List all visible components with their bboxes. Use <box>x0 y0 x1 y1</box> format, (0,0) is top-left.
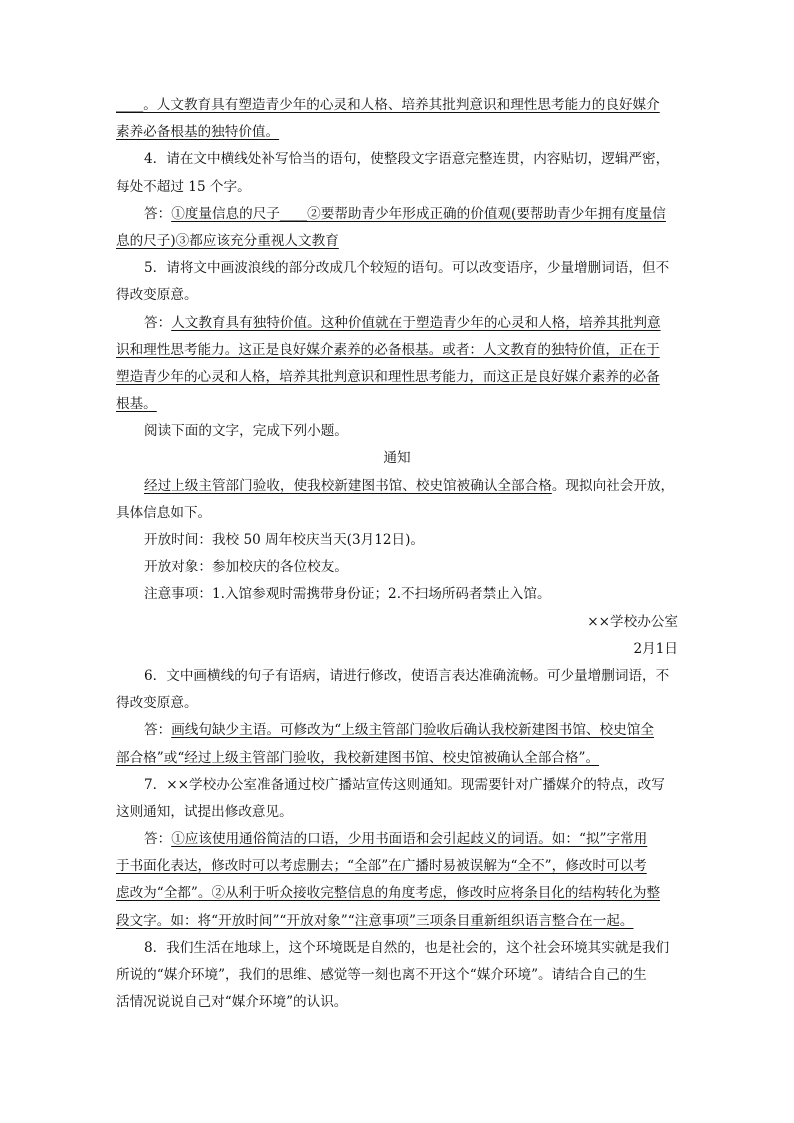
text-segment: 7．××学校办公室准备通过校广播站宣传这则通知。现需要针对广播媒介的特点，改写 <box>144 776 665 793</box>
text-segment: 答： <box>144 205 172 222</box>
text-line <box>116 935 678 962</box>
text-line <box>116 962 678 989</box>
underlined-text: 虑改为“全都”。②从利于听众接收完整信息的角度考虑，修改时应将条目化的结构转化为整 <box>116 885 661 902</box>
text-line <box>116 554 678 581</box>
underlined-text: ____。人文教育具有塑造青少年的心灵和人格、培养其批判意识和理性思考能力的良好媒介 <box>116 97 660 113</box>
text-segment: 活情况说说自己对“媒介环境”的认识。 <box>116 994 348 1011</box>
underlined-text: ①应该使用通俗简洁的口语，少用书面语和会引起歧义的词语。如：“拟”字常用 <box>171 831 648 848</box>
text-segment: 这则通知，试提出修改意见。 <box>116 803 293 820</box>
text-line <box>116 174 678 201</box>
text-segment: 5．请将文中画波浪线的部分改成几个较短的语句。可以改变语序，少量增删词语，但不 <box>144 260 670 277</box>
text-line <box>116 228 678 255</box>
text-segment: 答： <box>144 722 172 739</box>
text-line <box>116 853 678 880</box>
underlined-text: 段文字。如：将“开放时间”“开放对象”“注意事项”三项条目重新组织语言整合在一起。 <box>116 912 634 929</box>
text-segment: 4．请在文中横线处补写恰当的语句，使整段文字语意完整连贯，内容贴切，逻辑严密， <box>144 151 670 168</box>
text-line <box>116 636 678 663</box>
text-segment: 得改变原意。 <box>116 287 198 304</box>
text-line <box>116 445 678 472</box>
text-segment: 2月1日 <box>633 640 678 657</box>
text-segment: 阅读下面的文字，完成下列小题。 <box>144 423 348 440</box>
text-line <box>116 473 678 500</box>
text-segment: 答： <box>144 314 172 331</box>
text-line <box>116 201 678 228</box>
text-segment: 答： <box>144 831 172 848</box>
text-segment: 8．我们生活在地球上，这个环境既是自然的，也是社会的，这个社会环境其实就是我们 <box>144 939 670 956</box>
text-line <box>116 799 678 826</box>
text-line <box>116 364 678 391</box>
text-segment: 开放时间：我校 50 周年校庆当天(3月12日)。 <box>144 532 424 548</box>
text-segment: 。现拟向社会开放， <box>551 477 675 494</box>
text-line <box>116 119 678 146</box>
underlined-text: 识和理性思考能力。这正是良好媒介素养的必备根基。或者：人文教育的独特价值，正在于 <box>116 341 660 358</box>
text-line <box>116 391 678 418</box>
text-segment: 6．文中画横线的句子有语病，请进行修改，使语言表达准确流畅。可少量增删词语，不 <box>144 667 670 684</box>
underlined-text: 息的尺子)③都应该充分重视人文教育 <box>116 232 339 249</box>
text-line <box>116 609 678 636</box>
text-line <box>116 500 678 527</box>
underlined-text: 于书面化表达，修改时可以考虑删去；“全部”在广播时易被误解为“全不”，修改时可以考 <box>116 858 647 875</box>
text-segment: 开放对象：参加校庆的各位校友。 <box>144 559 348 576</box>
text-line <box>116 92 678 119</box>
text-line <box>116 989 678 1016</box>
text-line <box>116 745 678 772</box>
text-segment: 每处不超过 15 个字。 <box>116 178 251 195</box>
text-segment: ××学校办公室 <box>587 613 678 630</box>
text-line <box>116 826 678 853</box>
text-line <box>116 880 678 907</box>
underlined-text: 人文教育具有独特价值。这种价值就在于塑造青少年的心灵和人格，培养其批判意 <box>171 314 661 331</box>
text-segment: 得改变原意。 <box>116 695 198 712</box>
text-line <box>116 908 678 935</box>
text-line <box>116 337 678 364</box>
underlined-text: 根基。 <box>116 396 157 413</box>
text-segment: 注意事项：1.入馆参观时需携带身份证；2.不扫场所码者禁止入馆。 <box>144 586 551 603</box>
text-line <box>116 581 678 608</box>
underlined-text: 部合格”或“经过上级主管部门验收，我校新建图书馆、校史馆被确认全部合格”。 <box>116 749 600 766</box>
underlined-text: 塑造青少年的心灵和人格，培养其批判意识和理性思考能力，而这正是良好媒介素养的必备 <box>116 368 660 385</box>
text-line <box>116 717 678 744</box>
text-line <box>116 146 678 173</box>
text-line <box>116 690 678 717</box>
text-segment: 具体信息如下。 <box>116 504 212 521</box>
text-segment: 通知 <box>383 450 411 467</box>
underlined-text: 经过上级主管部门验收，使我校新建图书馆、校史馆被确认全部合格 <box>144 477 552 494</box>
text-line <box>116 310 678 337</box>
text-line <box>116 772 678 799</box>
underlined-text: 画线句缺少主语。可修改为“上级主管部门验收后确认我校新建图书馆、校史馆全 <box>171 722 654 739</box>
text-line <box>116 282 678 309</box>
text-line <box>116 418 678 445</box>
text-line <box>116 527 678 554</box>
underlined-text: 素养必备根基的独特价值。 <box>116 124 280 141</box>
text-line <box>116 255 678 282</box>
underlined-text: ①度量信息的尺子____②要帮助青少年形成正确的价值观(要帮助青少年拥有度量信 <box>171 205 666 222</box>
text-segment: 所说的“媒介环境”，我们的思维、感觉等一刻也离不开这个“媒介环境”。请结合自己的生 <box>116 967 647 983</box>
text-line <box>116 663 678 690</box>
